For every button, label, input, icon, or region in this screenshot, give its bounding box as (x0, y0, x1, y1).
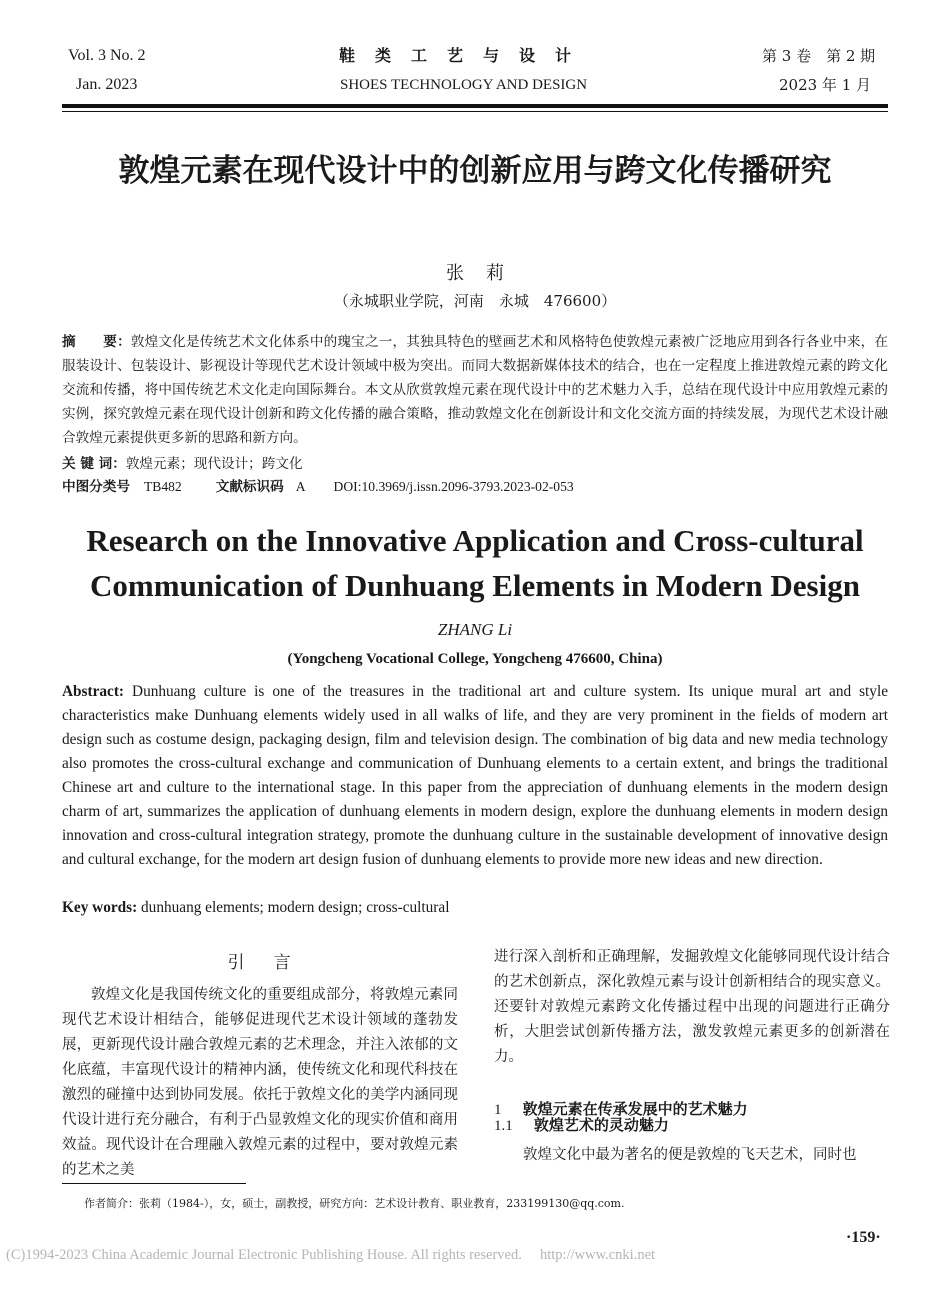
keywords-cn-label: 关 键 词： (62, 456, 126, 472)
footnote-rule (62, 1183, 246, 1184)
keywords-en-text: dunhuang elements; modern design; cross-cultural (141, 899, 450, 916)
doi: DOI:10.3969/j.issn.2096-3793.2023-02-053 (333, 479, 574, 494)
author-cn: 张莉 (446, 263, 526, 284)
affiliation-en: (Yongcheng Vocational College, Yongcheng 476600, China) (287, 651, 663, 667)
author-en: ZHANG Li (437, 620, 513, 639)
author-footnote: 作者简介：张莉（1984-），女，硕士，副教授，研究方向：艺术设计教育、职业教育，233199130@qq.com. (84, 1197, 625, 1210)
section-1-1-number: 1.1 (494, 1118, 513, 1134)
volume-issue-cn: 第 3 卷 第 2 期 (762, 47, 876, 65)
doc-code-value: A (295, 479, 306, 494)
page-number: ·159· (846, 1229, 881, 1246)
copyright-line: (C)1994-2023 China Academic Journal Electronic Publishing House. All rights reserved. http://www.cnki.net (6, 1247, 656, 1263)
doc-code-label: 文献标识码 (215, 479, 284, 495)
abstract-cn (62, 330, 888, 450)
section-1-1-heading (494, 1114, 890, 1135)
journal-name-cn: 鞋类工艺与设计 (339, 46, 592, 65)
abstract-en (62, 680, 888, 872)
volume-issue-en: Vol. 3 No. 2 (68, 47, 146, 64)
section-1-1-paragraph: 敦煌文化中最为著名的便是敦煌的飞天艺术，同时也 (523, 1147, 857, 1163)
section-1-title: 敦煌元素在传承发展中的艺术魅力 (522, 1100, 748, 1118)
keywords-en-label: Key words: (62, 899, 138, 916)
keywords-cn (62, 452, 888, 476)
section-1-number: 1 (494, 1102, 502, 1118)
paper-title-cn: 敦煌元素在现代设计中的创新应用与跨文化传播研究 (118, 153, 832, 189)
intro-continued-paragraph: 进行深入剖析和正确理解，发掘敦煌文化能够同现代设计结合的艺术创新点，深化敦煌元素与设计创新相结合的现实意义。还要针对敦煌元素跨文化传播过程中出现的问题进行正确分析，大胆尝试创新传播方法，激发敦煌元素更多的创新潜在力。 (494, 949, 890, 1065)
paper-title-en (40, 518, 910, 608)
journal-name-en: SHOES TECHNOLOGY AND DESIGN (340, 77, 588, 93)
clc-label: 中图分类号 (62, 479, 130, 495)
paper-title-en-line1: Research on the Innovative Application and Cross-cultural (86, 523, 864, 558)
abstract-en-text: Dunhuang culture is one of the treasures in the traditional art and culture system. Its unique mural art and style characteristics make Dunhuang elements widely used in all walks of life, and they are very prominent in the fields of modern art design such as costume design, packaging design, film and television design. The combination of big data and new media technology also promotes the cross-cultural exchange and communication of Dunhuang elements to a certain extent, and brings the traditional Chinese art and culture to the international stage. In this paper from the appreciation of dunhuang elements in the modern design charm of art, summarizes the application of dunhuang elements in modern design, explore the dunhuang elements in modern design innovation and cross-cultural integration strategy, promote the dunhuang culture in the sustainable development of innovative design and cultural exchange, for the modern art design fusion of dunhuang elements to provide more new ideas and new direction. (62, 683, 888, 868)
intro-paragraph: 敦煌文化是我国传统文化的重要组成部分，将敦煌元素同现代艺术设计相结合，能够促进现代艺术设计领域的蓬勃发展，更新现代设计融合敦煌元素的艺术理念，并注入浓郁的文化底蕴，丰富现代设计的精神内涵，使传统文化和现代科技在激烈的碰撞中达到协同发展。依托于敦煌文化的美学内涵同现代设计进行充分融合，有利于凸显敦煌文化的现实价值和商用效益。现代设计在合理融入敦煌元素的过程中，要对敦煌元素的艺术之美 (62, 987, 458, 1178)
date-cn: 2023 年 1 月 (779, 76, 872, 94)
clc-value: TB482 (143, 479, 182, 494)
section-1-1-title: 敦煌艺术的灵动魅力 (533, 1116, 669, 1134)
intro-heading: 引 言 (227, 953, 297, 973)
header-rule-thin (62, 111, 888, 112)
abstract-cn-text: 敦煌文化是传统艺术文化体系中的瑰宝之一，其独具特色的壁画艺术和风格特色使敦煌元素被广泛地应用到各行各业中来，在服装设计、包装设计、影视设计等现代艺术设计领域中极为突出。而同大数据新媒体技术的结合，也在一定程度上推进敦煌元素的跨文化交流和传播，将中国传统艺术文化走向国际舞台。本文从欣赏敦煌元素在现代设计中的艺术魅力入手，总结在现代设计中应用敦煌元素的实例，探究敦煌元素在现代设计创新和跨文化传播的融合策略，推动敦煌文化在创新设计和文化交流方面的持续发展，为现代艺术设计融合敦煌元素提供更多新的思路和新方向。 (62, 334, 889, 446)
abstract-en-label: Abstract: (62, 683, 125, 700)
keywords-cn-text: 敦煌元素；现代设计；跨文化 (125, 456, 303, 472)
keywords-en (62, 896, 888, 920)
paper-title-en-line2: Communication of Dunhuang Elements in Modern Design (90, 568, 860, 603)
date-en: Jan. 2023 (76, 76, 138, 93)
affiliation-cn: （永城职业学院，河南 永城 476600） (333, 292, 617, 310)
abstract-cn-label: 摘 要： (62, 334, 131, 350)
classification-line (62, 475, 888, 499)
header-rule-thick (62, 104, 888, 108)
